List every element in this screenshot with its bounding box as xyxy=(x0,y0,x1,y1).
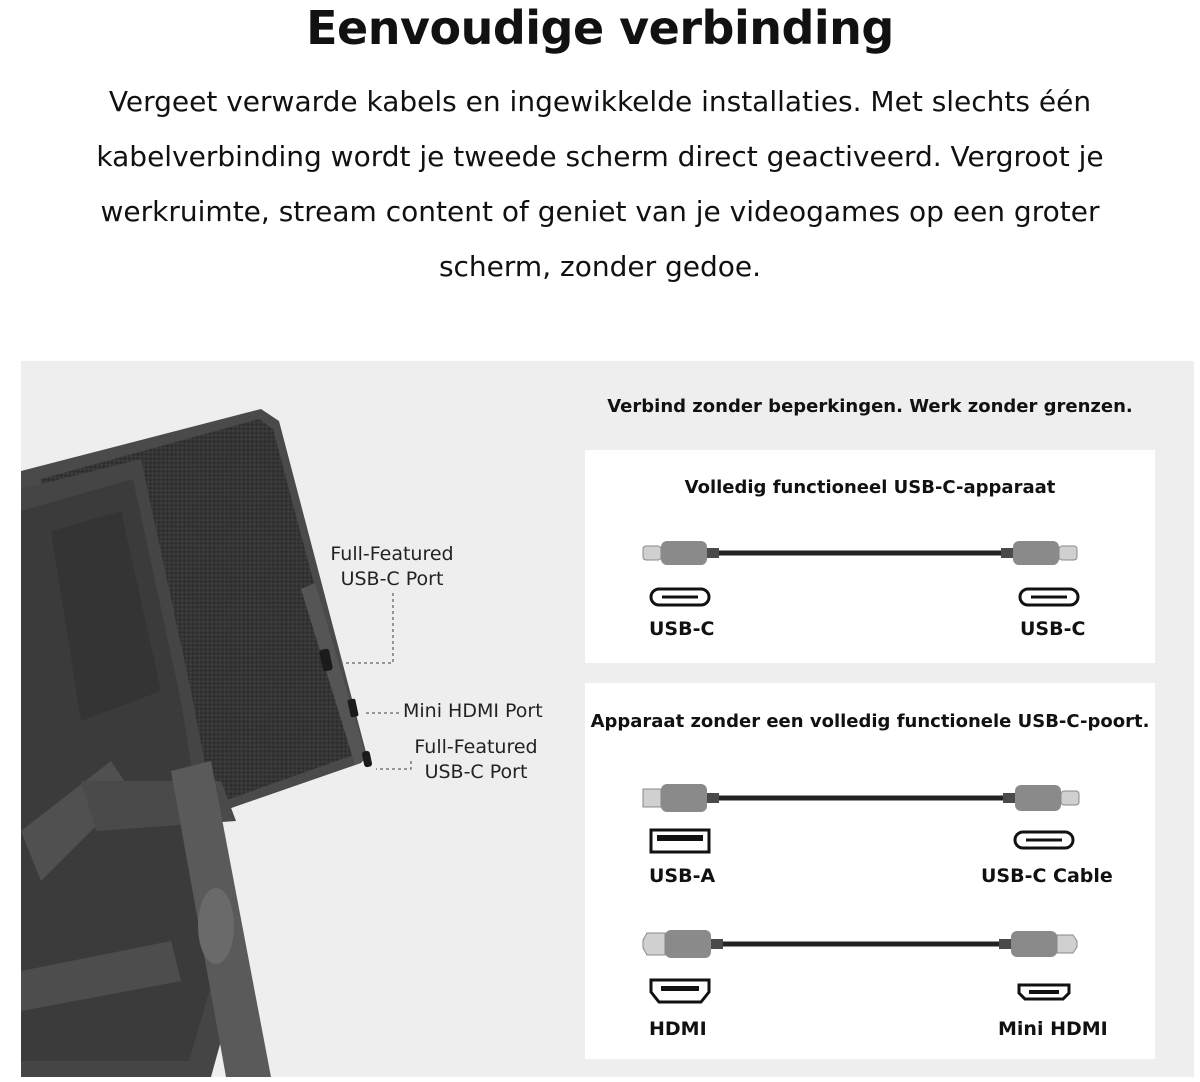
port-label-mini-hdmi: Mini HDMI xyxy=(998,1018,1108,1040)
intro-line: kabelverbinding wordt je tweede scherm direct geactiveerd. Vergroot je xyxy=(96,140,1104,173)
intro-paragraph xyxy=(0,74,1200,294)
legacy-port-card xyxy=(585,683,1155,1059)
hdmi-port-icon xyxy=(651,980,709,1002)
intro-line: scherm, zonder gedoe. xyxy=(438,250,762,283)
usb-c-port-callout-bottom xyxy=(401,735,551,785)
port-label-usb-c-right: USB-C xyxy=(1020,618,1086,640)
page-title: Eenvoudige verbinding xyxy=(306,1,894,55)
intro-line: werkruimte, stream content of geniet van je videogames op een groter xyxy=(100,195,1100,228)
mini-hdmi-port-icon xyxy=(1019,985,1069,999)
port-label-hdmi: HDMI xyxy=(649,1018,707,1040)
port-label-usb-c-left: USB-C xyxy=(649,618,715,640)
port-label-usb-a: USB-A xyxy=(649,865,716,887)
callout-line: Full-Featured xyxy=(414,736,538,758)
intro-line: Vergeet verwarde kabels en ingewikkelde installaties. Met slechts één xyxy=(108,85,1092,118)
connection-panel xyxy=(21,361,1194,1077)
callout-line: Full-Featured xyxy=(330,543,454,565)
card-title: Apparaat zonder een volledig functionele USB-C-poort. xyxy=(590,711,1150,732)
callout-line: USB-C Port xyxy=(424,761,528,783)
usb-c-port-callout xyxy=(317,542,467,592)
mini-hdmi-callout: Mini HDMI Port xyxy=(403,700,543,722)
usb-a-port-icon xyxy=(651,830,709,852)
callout-line: USB-C Port xyxy=(340,568,444,590)
port-label-usb-c-cable: USB-C Cable xyxy=(981,865,1113,887)
usb-c-card xyxy=(585,450,1155,663)
connection-tagline: Verbind zonder beperkingen. Werk zonder grenzen. xyxy=(607,396,1133,417)
card-title: Volledig functioneel USB-C-apparaat xyxy=(684,477,1056,498)
usb-c-port-icon xyxy=(361,750,372,767)
